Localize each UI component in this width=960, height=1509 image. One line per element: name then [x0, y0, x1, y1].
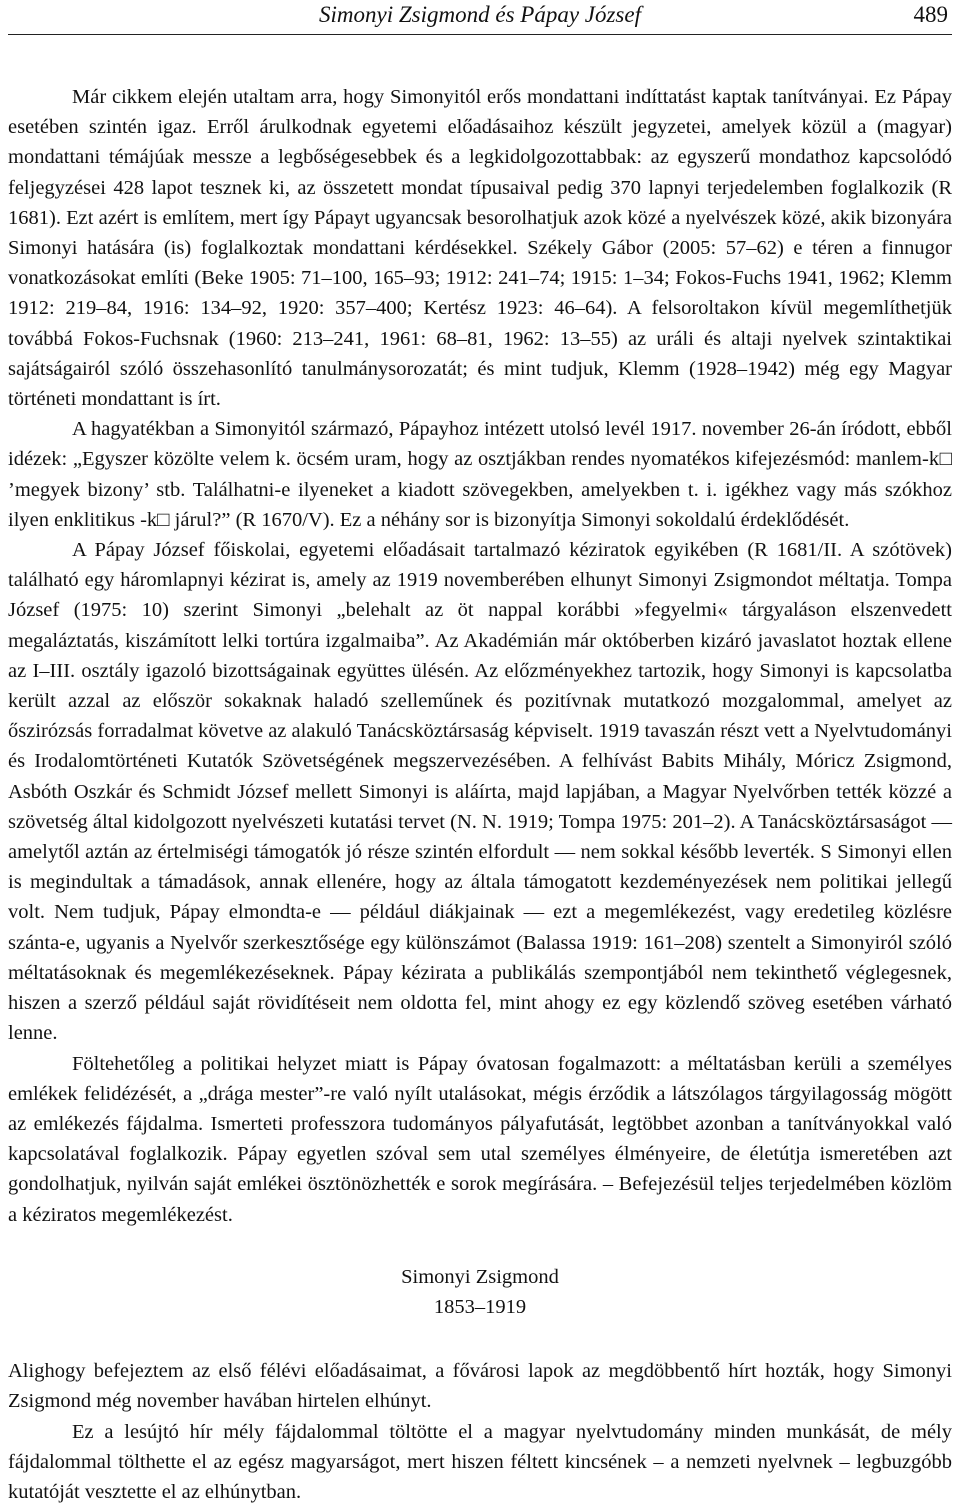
- memorial-name: Simonyi Zsigmond: [401, 1265, 559, 1288]
- paragraph: Föltehetőleg a politikai helyzet miatt is Pápay óvatosan fogalmazott: a méltatásban kerüli a személyes emlékek felidézését, a „drága mester”-re való nyílt utalásokat, mégis érződik a látszólagos tárgyilagosság mögött az emlékezés fájdalma. Ismerteti professzora tudományos pályafutását, legtöbbet azonban a tanítványokkal való kapcsolatával foglalkozik. Pápay egyetlen szóval sem utal személyes élményeire, de életútja ismeretében azt gondolhatjuk, nyilván saját emlékei ösztönözhették e sorok megírására. – Befejezésül teljes terjedelmében közlöm a kéziratos megemlékezést.: [8, 1052, 952, 1226]
- memorial-heading: [8, 1262, 952, 1322]
- paragraph: A Pápay József főiskolai, egyetemi előadásait tartalmazó kéziratok egyikében (R 1681/II. A szótövek) található egy háromlapnyi kézirat is, amely az 1919 novemberében elhunyt Simonyi Zsigmondot méltatja. Tompa József (1975: 10) szerint Simonyi „belehalt az öt nappal korábbi »fegyelmi« tárgyaláson elszenvedett megaláztatás, kiszámított lelki tortúra izgalmaiba”. Az Akadémián már októberben kizáró javaslatot hoztak ellene az I–III. osztály igazoló bizottságainak együttes ülésén. Az előzményekhez tartozik, hogy Simonyi is kapcsolatba került azzal az először sokaknak haladó szelleműnek és pozitívnak mutatkozó mozgalommal, amelyet az őszirózsás forradalmat követve az alakuló Tanácsköztársaság képviselt. 1919 tavaszán részt vett a Nyelvtudományi és Irodalomtörténeti Kutatók Szövetségének megszervezésében. A felhívást Babits Mihály, Móricz Zsigmond, Asbóth Oszkár és Schmidt József mellett Simonyi is aláírta, majd lapjában, a Magyar Nyelvőrben tették közzé a szövetség által kidolgozott nyelvészeti kutatási tervet (N. N. 1919; Tompa 1975: 201–2). A Tanácsköztársaságot — amelytől aztán az értelmiségi támogatók jó része szintén elfordult — nem sokkal később leverték. S Simonyi ellen is megindultak a támadások, annak ellenére, hogy az általa támogatott kezdeményezések nem politikai jellegű volt. Nem tudjuk, Pápay elmondta-e — például diákjainak — ezt a megemlékezést, vagy eredetileg közlésre szánta-e, ugyanis a Nyelvőr szerkesztősége egy különszámot (Balassa 1919: 161–208) szentelt a Simonyiról szóló méltatásoknak és megemlékezéseknek. Pápay kézirata a publikálás szempontjából nem tekinthető véglegesnek, hiszen a szerző például saját rövidítéseit nem oldotta fel, mint ahogy ez egy közlendő szöveg esetében várható lenne.: [8, 539, 952, 1045]
- running-title: Simonyi Zsigmond és Pápay József: [319, 2, 641, 27]
- page-number: 489: [913, 2, 948, 27]
- memorial-years: 1853–1919: [433, 1295, 527, 1318]
- running-header: [8, 0, 952, 35]
- paragraph: Ez a lesújtó hír mély fájdalommal töltötte el a magyar nyelvtudomány minden munkását, de mély fájdalommal tölthette el az egész magyarságot, mert hiszen féltett kincsének – a nemzeti nyelvnek – legbuzgóbb kutatóját vesztette el az elhúnytban.: [8, 1420, 952, 1503]
- paragraph: Alighogy befejeztem az első félévi előadásaimat, a fővárosi lapok az megdöbbentő hírt hozták, hogy Simonyi Zsigmond még november havában hirtelen elhúnyt.: [8, 1360, 952, 1413]
- paragraph: A hagyatékban a Simonyitól származó, Pápayhoz intézett utolsó levél 1917. november 26-án íródott, ebből idézek: „Egyszer közölte velem k. öcsém uram, hogy az osztjákban rendes nyomatékos kifejezésmód: manlem-k□ ’megyek bizony’ stb. Találhatni-e ilyeneket a kiadott szövegekben, amelyekben t. i. igékhez vagy más szókhoz ilyen enklitikus -k□ járul?” (R 1670/V). Ez a néhány sor is bizonyítja Simonyi sokoldalú érdeklődését.: [8, 418, 952, 531]
- paragraph: Már cikkem elején utaltam arra, hogy Simonyitól erős mondattani indíttatást kaptak tanítványai. Ez Pápay esetében szintén igaz. Erről árulkodnak egyetemi előadásaihoz készült jegyzetei, amelyek közül a (magyar) mondattani témájúak messze a legbőségesebbek és a legkidolgozottabbak: az egyszerű mondathoz kapcsolódó feljegyzései 428 lapot tesznek ki, az összetett mondat típusaival pedig 370 lapnyi terjedelemben foglalkozik (R 1681). Ezt azért is említem, mert így Pápayt ugyancsak besorolhatjuk azok közé a nyelvészek közé, akik bizonyára Simonyi hatására (is) foglalkoztak mondattani kérdésekkel. Székely Gábor (2005: 57–62) e téren a finnugor vonatkozásokat említi (Beke 1905: 71–100, 165–93; 1912: 241–74; 1915: 1–34; Fokos-Fuchs 1941, 1962; Klemm 1912: 219–84, 1916: 134–92, 1920: 357–400; Kertész 1923: 46–64). A felsoroltakon kívül megemlíthetjük továbbá Fokos-Fuchsnak (1960: 213–241, 1961: 68–81, 1962: 13–55) az uráli és altaji nyelvek szintaktikai sajátságairól szóló összehasonlító tanulmánysorozatát; és mint tudjuk, Klemm (1928–1942) még egy Magyar történeti mondattant is írt.: [8, 86, 952, 411]
- article-body: [8, 82, 952, 1507]
